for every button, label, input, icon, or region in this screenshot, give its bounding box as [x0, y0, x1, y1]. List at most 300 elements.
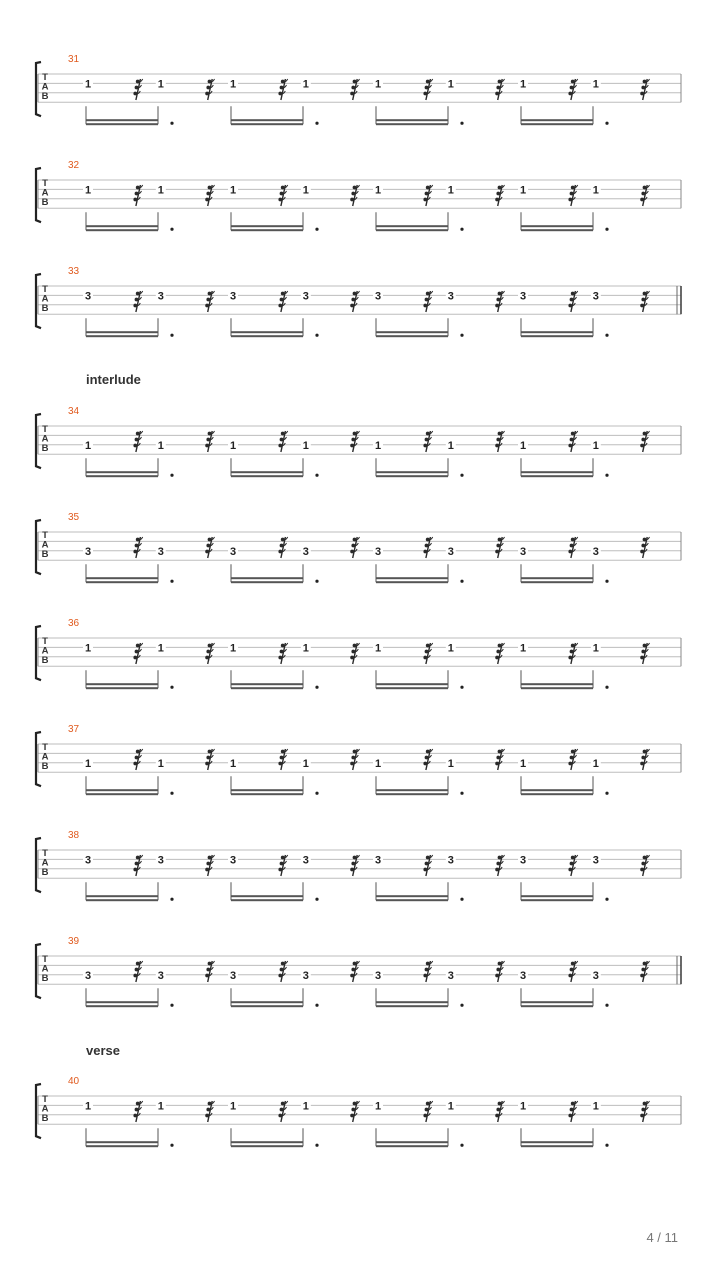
augmentation-dot	[460, 334, 463, 337]
fret-number: 1	[592, 184, 599, 197]
thirty-second-rest	[423, 79, 432, 100]
beam	[376, 789, 448, 791]
beam	[86, 899, 158, 901]
beam	[376, 1145, 448, 1147]
thirty-second-rest	[495, 643, 504, 664]
fret-number: 3	[374, 290, 382, 303]
thirty-second-rest	[205, 431, 214, 452]
augmentation-dot	[315, 334, 318, 337]
beam	[86, 895, 158, 897]
beam	[231, 1005, 303, 1007]
fret-number: 1	[374, 757, 382, 770]
augmentation-dot	[170, 122, 173, 125]
beam	[376, 471, 448, 473]
beam	[376, 335, 448, 337]
beam	[521, 577, 593, 579]
tab-clef-letter: A	[41, 81, 49, 93]
fret-number: 1	[229, 78, 237, 91]
beam	[521, 1141, 593, 1143]
augmentation-dot	[170, 580, 173, 583]
augmentation-dot	[605, 474, 608, 477]
thirty-second-rest	[278, 537, 287, 558]
thirty-second-rest	[495, 185, 504, 206]
fret-number: 1	[229, 642, 237, 655]
tab-clef-letter: B	[41, 761, 49, 772]
beam	[376, 119, 448, 121]
thirty-second-rest	[568, 79, 577, 100]
fret-number: 3	[229, 290, 237, 303]
augmentation-dot	[605, 1004, 608, 1007]
beam	[231, 331, 303, 333]
thirty-second-rest	[568, 855, 577, 876]
beam	[521, 1005, 593, 1007]
fret-number: 3	[519, 969, 527, 982]
beam	[86, 687, 158, 689]
augmentation-dot	[605, 686, 608, 689]
fret-number: 1	[447, 1100, 454, 1113]
tab-clef-letter: T	[42, 636, 48, 647]
fret-number: 1	[519, 642, 527, 655]
fret-number: 3	[447, 290, 454, 303]
thirty-second-rest	[278, 79, 287, 100]
fret-number: 1	[592, 439, 599, 452]
beam	[376, 683, 448, 685]
thirty-second-rest	[495, 749, 504, 770]
beam	[231, 475, 303, 477]
beam	[521, 119, 593, 121]
thirty-second-rest	[350, 537, 359, 558]
fret-number: 1	[302, 642, 309, 655]
tab-clef-letter: B	[41, 197, 49, 208]
beam	[86, 229, 158, 231]
beam	[86, 225, 158, 227]
tab-clef-letter: A	[41, 433, 49, 445]
augmentation-dot	[460, 898, 463, 901]
augmentation-dot	[605, 580, 608, 583]
beam	[86, 1001, 158, 1003]
augmentation-dot	[315, 228, 318, 231]
thirty-second-rest	[133, 749, 142, 770]
measure-number: 39	[68, 936, 80, 947]
beam	[86, 471, 158, 473]
beam	[86, 577, 158, 579]
tab-clef-letter: A	[41, 645, 49, 657]
augmentation-dot	[315, 1004, 318, 1007]
fret-number: 1	[519, 439, 527, 452]
beam	[231, 577, 303, 579]
fret-number: 3	[157, 290, 164, 303]
thirty-second-rest	[133, 1101, 142, 1122]
thirty-second-rest	[205, 961, 214, 982]
beam	[376, 225, 448, 227]
fret-number: 1	[84, 184, 92, 197]
augmentation-dot	[170, 228, 173, 231]
fret-number: 1	[302, 1100, 309, 1113]
thirty-second-rest	[278, 431, 287, 452]
fret-number: 1	[157, 757, 164, 770]
thirty-second-rest	[423, 185, 432, 206]
thirty-second-rest	[133, 961, 142, 982]
thirty-second-rest	[133, 291, 142, 312]
thirty-second-rest	[568, 643, 577, 664]
fret-number: 1	[447, 78, 454, 91]
measure-number: 35	[68, 512, 80, 523]
augmentation-dot	[170, 792, 173, 795]
thirty-second-rest	[133, 643, 142, 664]
augmentation-dot	[460, 1144, 463, 1147]
tab-clef-letter: A	[41, 293, 49, 305]
augmentation-dot	[605, 334, 608, 337]
thirty-second-rest	[423, 643, 432, 664]
tab-clef-letter: B	[41, 303, 49, 314]
augmentation-dot	[170, 898, 173, 901]
thirty-second-rest	[350, 79, 359, 100]
fret-number: 3	[592, 854, 599, 867]
fret-number: 1	[84, 642, 92, 655]
fret-number: 3	[374, 545, 382, 558]
thirty-second-rest	[350, 185, 359, 206]
fret-number: 3	[302, 854, 309, 867]
thirty-second-rest	[205, 643, 214, 664]
fret-number: 1	[84, 757, 92, 770]
augmentation-dot	[315, 1144, 318, 1147]
fret-number: 1	[229, 184, 237, 197]
tab-clef-letter: A	[41, 857, 49, 869]
fret-number: 3	[302, 545, 309, 558]
augmentation-dot	[315, 792, 318, 795]
thirty-second-rest	[640, 291, 649, 312]
beam	[521, 331, 593, 333]
thirty-second-rest	[133, 431, 142, 452]
thirty-second-rest	[205, 1101, 214, 1122]
fret-number: 1	[447, 757, 454, 770]
tab-clef-letter: A	[41, 187, 49, 199]
thirty-second-rest	[423, 961, 432, 982]
beam	[231, 789, 303, 791]
beam	[86, 1145, 158, 1147]
beam	[521, 229, 593, 231]
thirty-second-rest	[133, 855, 142, 876]
augmentation-dot	[460, 1004, 463, 1007]
thirty-second-rest	[568, 749, 577, 770]
fret-number: 3	[447, 854, 454, 867]
fret-number: 1	[374, 439, 382, 452]
thirty-second-rest	[640, 855, 649, 876]
beam	[521, 225, 593, 227]
beam	[521, 123, 593, 125]
augmentation-dot	[605, 1144, 608, 1147]
tab-clef-letter: T	[42, 742, 48, 753]
thirty-second-rest	[568, 961, 577, 982]
measure-number: 34	[68, 406, 80, 417]
measure-number: 38	[68, 830, 80, 841]
augmentation-dot	[605, 228, 608, 231]
beam	[376, 1141, 448, 1143]
fret-number: 1	[374, 184, 382, 197]
fret-number: 3	[447, 545, 454, 558]
beam	[231, 895, 303, 897]
beam	[376, 475, 448, 477]
fret-number: 1	[592, 757, 599, 770]
beam	[521, 581, 593, 583]
fret-number: 1	[84, 439, 92, 452]
thirty-second-rest	[640, 961, 649, 982]
thirty-second-rest	[133, 185, 142, 206]
fret-number: 1	[229, 757, 237, 770]
tab-clef-letter: T	[42, 72, 48, 83]
thirty-second-rest	[568, 537, 577, 558]
tab-clef-letter: B	[41, 443, 49, 454]
page-number: 4 / 11	[646, 1230, 678, 1245]
beam	[521, 1145, 593, 1147]
thirty-second-rest	[350, 643, 359, 664]
beam	[376, 895, 448, 897]
beam	[376, 577, 448, 579]
fret-number: 1	[157, 439, 164, 452]
thirty-second-rest	[568, 1101, 577, 1122]
augmentation-dot	[170, 686, 173, 689]
beam	[376, 123, 448, 125]
augmentation-dot	[605, 898, 608, 901]
fret-number: 1	[519, 1100, 527, 1113]
thirty-second-rest	[640, 749, 649, 770]
beam	[86, 793, 158, 795]
beam	[86, 1005, 158, 1007]
measure-number: 37	[68, 724, 80, 735]
beam	[231, 581, 303, 583]
measure-number: 36	[68, 618, 80, 629]
augmentation-dot	[315, 474, 318, 477]
tab-clef-letter: A	[41, 539, 49, 551]
augmentation-dot	[605, 122, 608, 125]
thirty-second-rest	[495, 431, 504, 452]
fret-number: 1	[592, 1100, 599, 1113]
beam	[376, 1005, 448, 1007]
tab-clef-letter: B	[41, 549, 49, 560]
measure-number: 33	[68, 266, 80, 277]
tab-clef-letter: T	[42, 954, 48, 965]
augmentation-dot	[460, 792, 463, 795]
thirty-second-rest	[495, 961, 504, 982]
beam	[231, 683, 303, 685]
thirty-second-rest	[640, 431, 649, 452]
section-label-interlude: interlude	[86, 372, 141, 387]
beam	[86, 1141, 158, 1143]
augmentation-dot	[460, 580, 463, 583]
thirty-second-rest	[278, 855, 287, 876]
beam	[86, 123, 158, 125]
tab-clef-letter: T	[42, 848, 48, 859]
fret-number: 1	[157, 78, 164, 91]
fret-number: 1	[157, 642, 164, 655]
beam	[231, 687, 303, 689]
fret-number: 3	[157, 545, 164, 558]
thirty-second-rest	[495, 537, 504, 558]
tab-clef-letter: B	[41, 867, 49, 878]
beam	[231, 1145, 303, 1147]
thirty-second-rest	[205, 537, 214, 558]
fret-number: 3	[229, 969, 237, 982]
fret-number: 3	[302, 969, 309, 982]
thirty-second-rest	[423, 749, 432, 770]
beam	[521, 687, 593, 689]
thirty-second-rest	[205, 855, 214, 876]
beam	[521, 475, 593, 477]
fret-number: 3	[84, 969, 92, 982]
thirty-second-rest	[350, 1101, 359, 1122]
beam	[376, 1001, 448, 1003]
fret-number: 1	[302, 78, 309, 91]
fret-number: 1	[374, 78, 382, 91]
augmentation-dot	[460, 122, 463, 125]
measure-number: 31	[68, 54, 80, 65]
thirty-second-rest	[423, 431, 432, 452]
thirty-second-rest	[205, 185, 214, 206]
beam	[521, 335, 593, 337]
tab-clef-letter: A	[41, 963, 49, 975]
thirty-second-rest	[133, 79, 142, 100]
thirty-second-rest	[495, 855, 504, 876]
thirty-second-rest	[278, 185, 287, 206]
fret-number: 1	[157, 184, 164, 197]
tab-clef-letter: B	[41, 1113, 49, 1124]
augmentation-dot	[170, 334, 173, 337]
fret-number: 1	[302, 439, 309, 452]
tab-clef-letter: B	[41, 91, 49, 102]
beam	[521, 899, 593, 901]
thirty-second-rest	[568, 431, 577, 452]
thirty-second-rest	[205, 749, 214, 770]
thirty-second-rest	[495, 1101, 504, 1122]
fret-number: 3	[447, 969, 454, 982]
thirty-second-rest	[423, 537, 432, 558]
beam	[521, 683, 593, 685]
beam	[376, 687, 448, 689]
augmentation-dot	[170, 1004, 173, 1007]
fret-number: 1	[229, 1100, 237, 1113]
measure-number: 40	[68, 1076, 80, 1087]
thirty-second-rest	[350, 431, 359, 452]
thirty-second-rest	[350, 961, 359, 982]
thirty-second-rest	[205, 291, 214, 312]
beam	[231, 335, 303, 337]
fret-number: 1	[157, 1100, 164, 1113]
beam	[86, 789, 158, 791]
fret-number: 3	[592, 969, 599, 982]
fret-number: 3	[84, 290, 92, 303]
thirty-second-rest	[278, 643, 287, 664]
measure-number: 32	[68, 160, 80, 171]
thirty-second-rest	[640, 537, 649, 558]
beam	[376, 793, 448, 795]
section-label-verse: verse	[86, 1043, 120, 1058]
fret-number: 1	[374, 1100, 382, 1113]
beam	[231, 1141, 303, 1143]
fret-number: 1	[302, 184, 309, 197]
fret-number: 3	[519, 545, 527, 558]
thirty-second-rest	[205, 79, 214, 100]
thirty-second-rest	[640, 79, 649, 100]
thirty-second-rest	[640, 643, 649, 664]
beam	[231, 471, 303, 473]
augmentation-dot	[170, 474, 173, 477]
thirty-second-rest	[568, 291, 577, 312]
thirty-second-rest	[423, 1101, 432, 1122]
augmentation-dot	[315, 898, 318, 901]
tab-clef-letter: B	[41, 973, 49, 984]
fret-number: 3	[84, 545, 92, 558]
beam	[521, 789, 593, 791]
fret-number: 1	[302, 757, 309, 770]
fret-number: 3	[157, 969, 164, 982]
fret-number: 1	[592, 78, 599, 91]
fret-number: 3	[302, 290, 309, 303]
thirty-second-rest	[423, 855, 432, 876]
beam	[521, 895, 593, 897]
fret-number: 3	[84, 854, 92, 867]
fret-number: 3	[592, 545, 599, 558]
augmentation-dot	[315, 580, 318, 583]
thirty-second-rest	[278, 1101, 287, 1122]
beam	[231, 119, 303, 121]
beam	[376, 899, 448, 901]
tab-clef-letter: T	[42, 1094, 48, 1105]
fret-number: 3	[374, 854, 382, 867]
fret-number: 1	[519, 184, 527, 197]
augmentation-dot	[460, 228, 463, 231]
augmentation-dot	[460, 686, 463, 689]
fret-number: 3	[519, 854, 527, 867]
thirty-second-rest	[568, 185, 577, 206]
fret-number: 3	[229, 545, 237, 558]
beam	[86, 331, 158, 333]
thirty-second-rest	[423, 291, 432, 312]
tab-clef-letter: T	[42, 284, 48, 295]
augmentation-dot	[605, 792, 608, 795]
augmentation-dot	[315, 686, 318, 689]
augmentation-dot	[460, 474, 463, 477]
fret-number: 1	[592, 642, 599, 655]
beam	[86, 581, 158, 583]
beam	[521, 1001, 593, 1003]
tab-clef-letter: T	[42, 530, 48, 541]
beam	[376, 229, 448, 231]
thirty-second-rest	[133, 537, 142, 558]
tab-clef-letter: A	[41, 1103, 49, 1115]
thirty-second-rest	[640, 1101, 649, 1122]
fret-number: 1	[447, 439, 454, 452]
beam	[86, 683, 158, 685]
thirty-second-rest	[640, 185, 649, 206]
thirty-second-rest	[350, 855, 359, 876]
beam	[231, 225, 303, 227]
fret-number: 3	[229, 854, 237, 867]
thirty-second-rest	[350, 291, 359, 312]
fret-number: 1	[374, 642, 382, 655]
fret-number: 1	[519, 757, 527, 770]
beam	[231, 1001, 303, 1003]
fret-number: 3	[519, 290, 527, 303]
fret-number: 1	[84, 1100, 92, 1113]
fret-number: 1	[84, 78, 92, 91]
fret-number: 1	[229, 439, 237, 452]
beam	[86, 335, 158, 337]
thirty-second-rest	[495, 79, 504, 100]
beam	[521, 793, 593, 795]
fret-number: 1	[519, 78, 527, 91]
beam	[86, 475, 158, 477]
augmentation-dot	[170, 1144, 173, 1147]
